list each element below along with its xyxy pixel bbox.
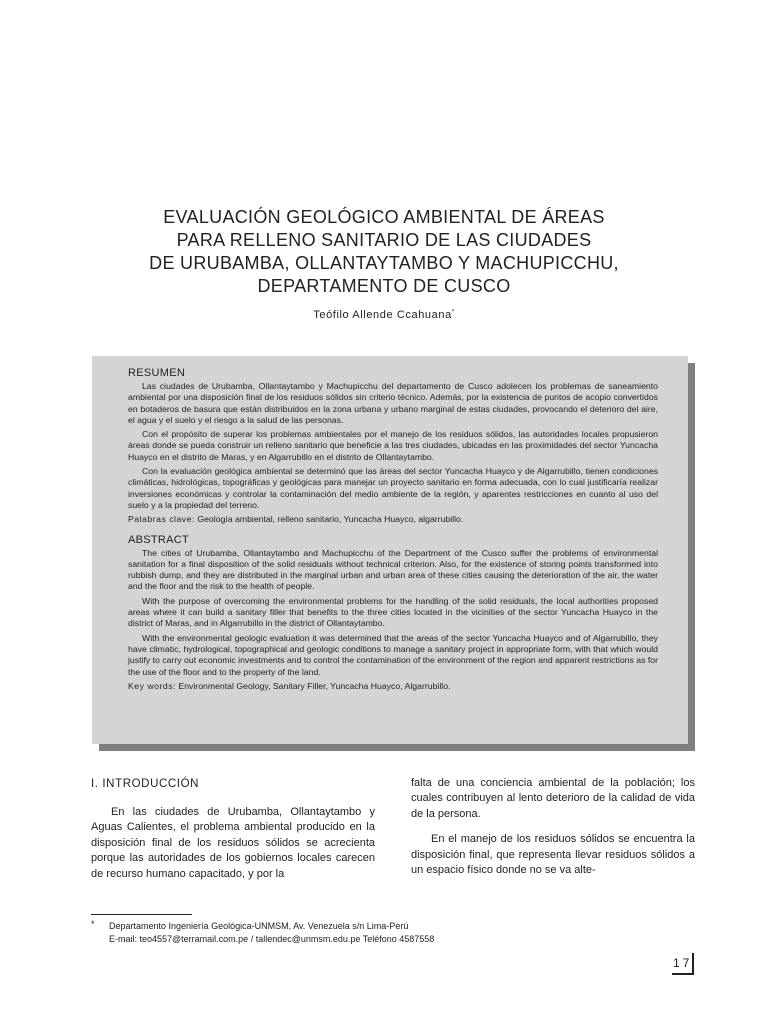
body-column-right	[411, 776, 695, 888]
author-footnote-mark: *	[451, 309, 455, 316]
title-line: DE URUBAMBA, OLLANTAYTAMBO Y MACHUPICCHU,	[149, 253, 619, 273]
abstract-paragraph: With the environmental geologic evaluation it was determined that the areas of the sector Yuncacha Huayco and of Algarrubillo, they have climatic, hydrological, topographical and geologic conditions to manage a sanitary project in appropriate form, with that which would justify to carry out economic investments and to control the contamination of the environment of the region and apparent restrictions as for the use of the floor and to the property of the land.	[128, 632, 658, 677]
body-paragraph: falta de una conciencia ambiental de la población; los cuales contribuyen al lento deterioro de la calidad de vida de la persona.	[411, 777, 695, 820]
title-line: DEPARTAMENTO DE CUSCO	[257, 276, 511, 296]
article-title	[100, 206, 668, 298]
body-column-left	[91, 776, 375, 892]
footnote-mark: *	[91, 919, 95, 929]
resumen-paragraph: Las ciudades de Urubamba, Ollantaytambo y Machupicchu del departamento de Cusco adolecen los problemas de saneamiento ambiental por una disposición final de los residuos sólidos sin criterio técnico. Además, por la existencia de puntos de acopio convertidos en botaderos de basura que están distribuidos en la zona urbana y urbano marginal de estas ciudades, provocando el deterioro del aire, el agua y el suelo y el riesgo a la salud de las personas.	[128, 381, 658, 425]
footnote-rule	[91, 914, 192, 915]
abstract-paragraph: With the purpose of overcoming the environmental problems for the handling of the solid residuals, the local authorities proposed areas where it can build a sanitary filler that benefits to the three cities located in the vicinities of the sector Yuncacha Huayco in the district of Maras, and in Algarrubillo in the district of Ollantaytambo.	[128, 595, 658, 629]
footnote	[91, 920, 651, 945]
author-name: Teófilo Allende Ccahuana	[313, 309, 452, 321]
resumen-paragraph: Con la evaluación geológica ambiental se determinó que las áreas del sector Yuncacha Huayco y de Algarrubillo, tienen condiciones climáticas, hidrológicas, topográficas y geológicas para manejar un proyecto sanitario en forma adecuada, con lo cual justificaría realizar inversiones económicas y controlar la contaminación del medio ambiente de la región, y aparentes restricciones en cuanto al uso del suelo y a la propiedad del terreno.	[128, 466, 658, 510]
footnote-affiliation: Departamento Ingeniería Geológica-UNMSM, Av. Venezuela s/n Lima-Perú	[109, 921, 409, 931]
keywords-label: Palabras clave:	[128, 514, 195, 525]
title-line: PARA RELLENO SANITARIO DE LAS CIUDADES	[176, 230, 592, 250]
page-number: 17	[672, 953, 694, 975]
author-line	[200, 309, 568, 321]
resumen-heading: RESUMEN	[128, 367, 186, 379]
abstract-paragraph: The cities of Urubamba, Ollantaytambo and Machupicchu of the Department of the Cusco suffer the problems of environmental sanitation for a final disposition of the solid residuals without technical criterion. Also, for the existence of storing points transformed into rubbish dump, and they are distributed in the marginal urban and urban area of these cities causing the deterioration of the air, the water and the floor and the risk to the health of people.	[128, 547, 658, 592]
footnote-contact: E-mail: teo4557@terramail.com.pe / tallendec@unmsm.edu.pe Teléfono 4587558	[109, 933, 435, 944]
abstract-box	[92, 356, 688, 744]
resumen-paragraph: Con el propósito de superar los problemas ambientales por el manejo de los residuos sólidos, las autoridades locales propusieron áreas donde se pueda construir un relleno sanitario que beneficie a las tres ciudades, ubicadas en las proximidades del sector Yuncacha Huayco en el distrito de Maras, y en Algarrubillo en el distrito de Ollantaytambo.	[128, 429, 658, 462]
keywords-text: Environmental Geology, Sanitary Filler, Yuncacha Huayco, Algarrubillo.	[178, 680, 451, 691]
body-paragraph: En el manejo de los residuos sólidos se encuentra la disposición final, que representa llevar residuos sólidos a un espacio físico donde no se va alte-	[411, 833, 695, 877]
abstract-keywords	[128, 681, 658, 692]
title-line: EVALUACIÓN GEOLÓGICO AMBIENTAL DE ÁREAS	[163, 207, 605, 227]
resumen-keywords	[128, 514, 658, 525]
abstract-heading: ABSTRACT	[128, 533, 190, 546]
keywords-text: Geología ambiental, relleno sanitario, Yuncacha Huayco, algarrubillo.	[197, 514, 464, 525]
keywords-label: Key words:	[128, 680, 176, 691]
section-heading: I. INTRODUCCIÓN	[91, 778, 200, 790]
body-paragraph: En las ciudades de Urubamba, Ollantaytambo y Aguas Calientes, el problema ambiental producido en la disposición final de los residuos sólidos se acrecienta porque las autoridades de los gobiernos locales carecen de recurso humano capacitado, y por la	[91, 806, 375, 880]
